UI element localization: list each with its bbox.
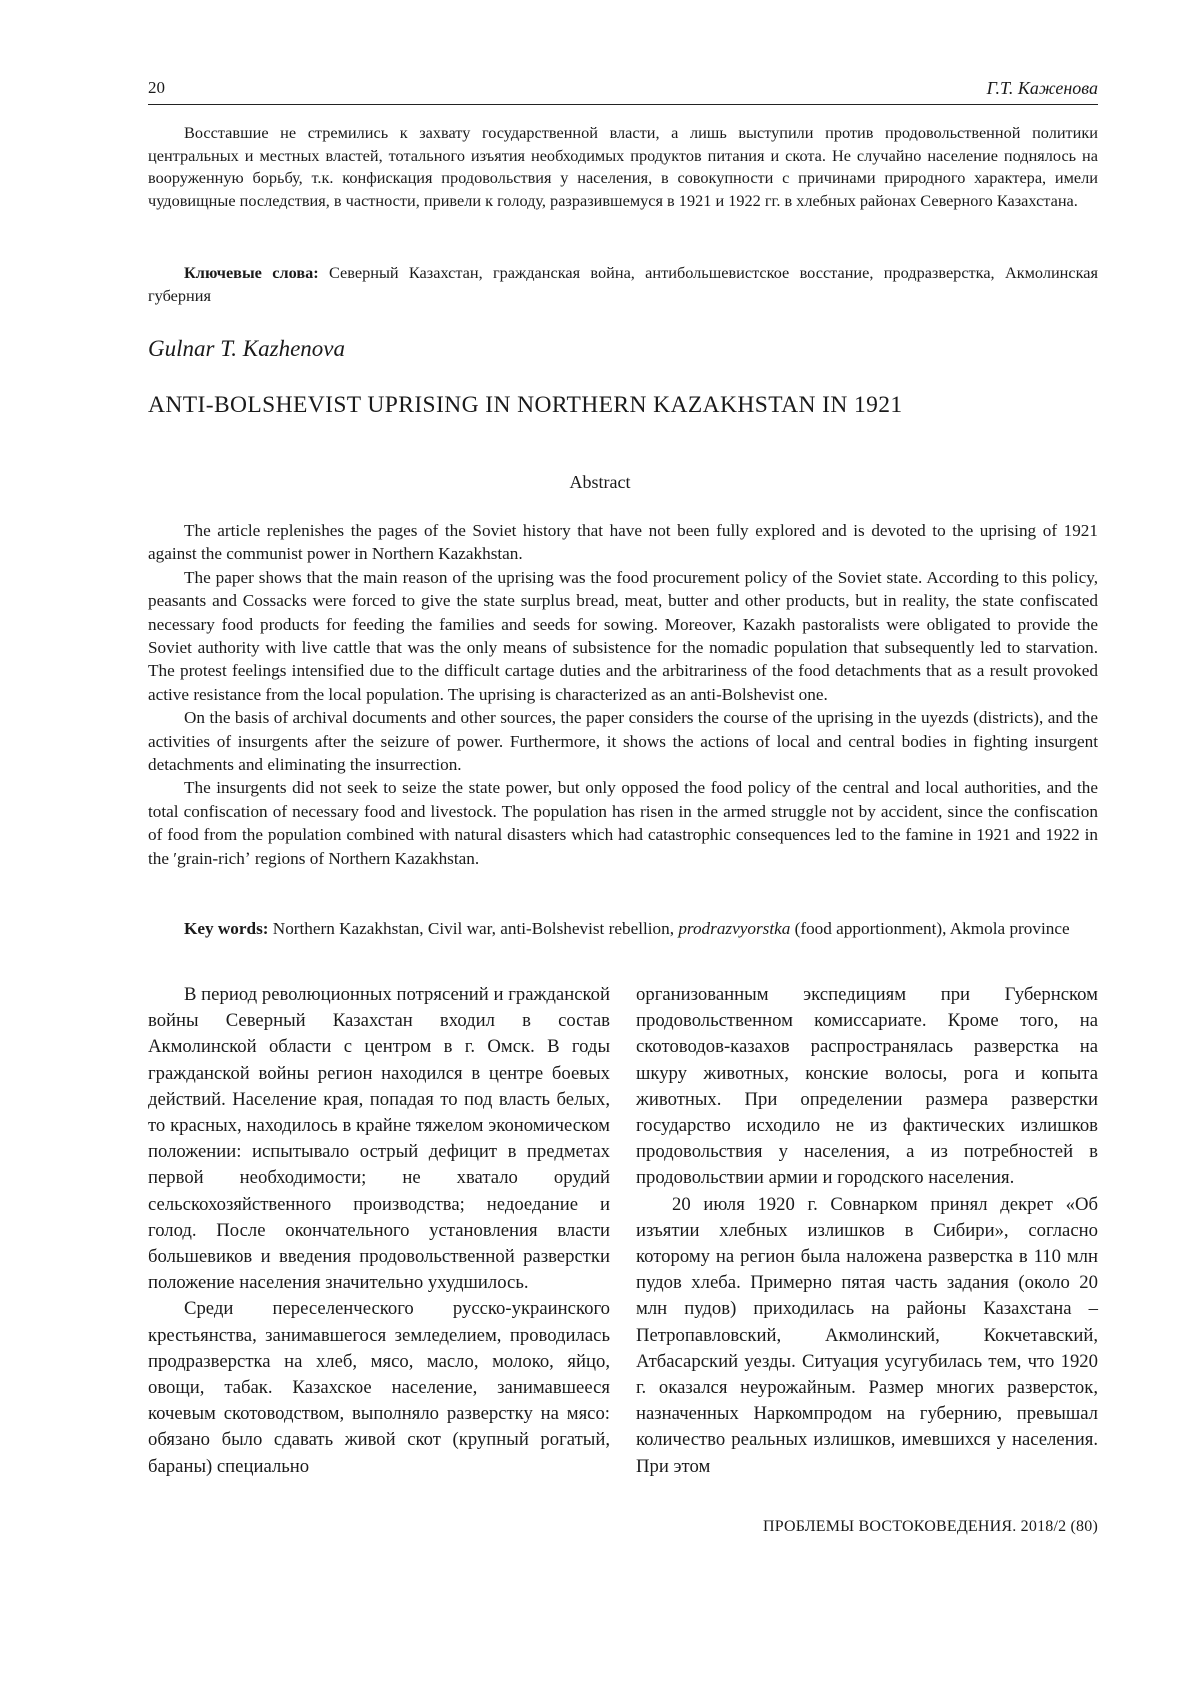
english-keywords <box>148 917 1098 940</box>
russian-keywords-text: Северный Казахстан, гражданская война, антибольшевистское восстание, продразверстка, Акмолинская губерния <box>148 263 1098 305</box>
body-paragraph: Среди переселенческого русско-украинского крестьянства, занимавшегося земледелием, проводилась продразверстка на хлеб, мясо, масло, молоко, яйцо, овощи, табак. Казахское население, занимавшееся кочевым скотоводством, выполняло разверстку на мясо: обязано было сдавать живой скот (крупный рогатый, бараны) специально <box>148 1298 610 1477</box>
russian-keywords <box>148 262 1098 307</box>
english-keywords-text: Northern Kazakhstan, Civil war, anti-Bolshevist rebellion, <box>268 919 679 938</box>
english-keywords-text-end: (food apportionment), Akmola province <box>790 919 1070 938</box>
english-keywords-label: Key words: <box>184 919 269 938</box>
body-paragraph: 20 июля 1920 г. Совнарком принял декрет «Об изъятии хлебных излишков в Сибири», согласно которому на регион была наложена разверстка в 110 млн пудов хлеба. Примерно пятая часть задания (около 20 млн пудов) приходилась на районы Казахстана – Петропавловский, Акмолинский, Кокчетавский, Атбасарский уезды. Ситуация усугубилась тем, что 1920 г. оказался неурожайным. Размер многих разверсток, назначенных Наркомпродом на губернию, превышал количество реальных излишков, имевшихся у населения. При этом <box>636 1193 1098 1477</box>
english-abstract-paragraph: The article replenishes the pages of the Soviet history that have not been fully explored and is devoted to the uprising of 1921 against the communist power in Northern Kazakhstan. <box>148 521 1098 564</box>
body-column-right <box>636 982 1098 1480</box>
russian-abstract-paragraph: Восставшие не стремились к захвату государственной власти, а лишь выступили против продовольственной политики центральных и местных властей, тотального изъятия необходимых продуктов питания и скота. Не случайно население поднялось на вооруженную борьбу, т.к. конфискация продовольствия у населения, в совокупности с причинами природного характера, имели чудовищные последствия, в частности, привели к голоду, разразившемуся в 1921 и 1922 гг. в хлебных районах Северного Казахстана. <box>148 123 1098 210</box>
english-author-name: Gulnar T. Kazhenova <box>148 336 345 361</box>
page-number: 20 <box>148 78 165 97</box>
body-paragraph-continued: организованным экспедициям при Губернском продовольственном комиссариате. Кроме того, на скотоводов-казахов распространялась разверстка на шкуру животных, конские волосы, рога и копыта животных. При определении размера разверстки государство исходило не из фактических излишков продовольствия у населения, а из потребностей в продовольствии армии и городского населения. <box>636 984 1098 1189</box>
english-abstract-paragraph: The paper shows that the main reason of the uprising was the food procurement policy of the Soviet state. According to this policy, peasants and Cossacks were forced to give the state surplus bread, meat, butter and other products, but in reality, the state confiscated necessary food products for feeding the families and seeds for sowing. Moreover, Kazakh pastoralists were obligated to provide the Soviet authority with live cattle that was the only means of subsistence for the nomadic population that subsequently led to starvation. The protest feelings intensified due to the difficult cartage duties and the arbitrariness of the food detachments that as a result provoked active resistance from the local population. The uprising is characterized as an anti-Bolshevist one. <box>148 567 1098 704</box>
running-header <box>148 78 1098 105</box>
english-abstract-paragraph: On the basis of archival documents and other sources, the paper considers the course of the uprising in the uyezds (districts), and the activities of insurgents after the seizure of power. Furthermore, it shows the actions of local and central bodies in fighting insurgent detachments and eliminating the insurrection. <box>148 708 1098 775</box>
body-paragraph: В период революционных потрясений и гражданской войны Северный Казахстан входил в состав Акмолинской области с центром в г. Омск. В годы гражданской войны регион находился в центре боевых действий. Население края, попадая то под власть белых, то красных, находилось в крайне тяжелом экономическом положении: испытывало острый дефицит в предметах первой необходимости; не хватало орудий сельскохозяйственного производства; недоедание и голод. После окончательного установления власти большевиков и введения продовольственной разверстки положение населения значительно ухудшилось. <box>148 984 610 1294</box>
english-keywords-italic-term: prodrazvyorstka <box>678 919 791 938</box>
body-column-left <box>148 982 610 1480</box>
english-abstract <box>148 519 1098 870</box>
english-abstract-paragraph: The insurgents did not seek to seize the state power, but only opposed the food policy of the central and local authorities, and the total confiscation of necessary food and livestock. The population has risen in the armed struggle not by accident, since the confiscation of food from the population combined with natural disasters which had catastrophic consequences led to the famine in 1921 and 1922 in the ʹgrain-richʼ regions of Northern Kazakhstan. <box>148 778 1098 868</box>
russian-abstract <box>148 122 1098 212</box>
running-header-author: Г.Т. Каженова <box>986 78 1098 98</box>
russian-keywords-label: Ключевые слова: <box>184 263 319 282</box>
journal-footer: ПРОБЛЕМЫ ВОСТОКОВЕДЕНИЯ. 2018/2 (80) <box>762 1518 1098 1535</box>
abstract-heading: Abstract <box>569 472 631 492</box>
article-title: ANTI-BOLSHEVIST UPRISING IN NORTHERN KAZAKHSTAN IN 1921 <box>148 392 903 418</box>
